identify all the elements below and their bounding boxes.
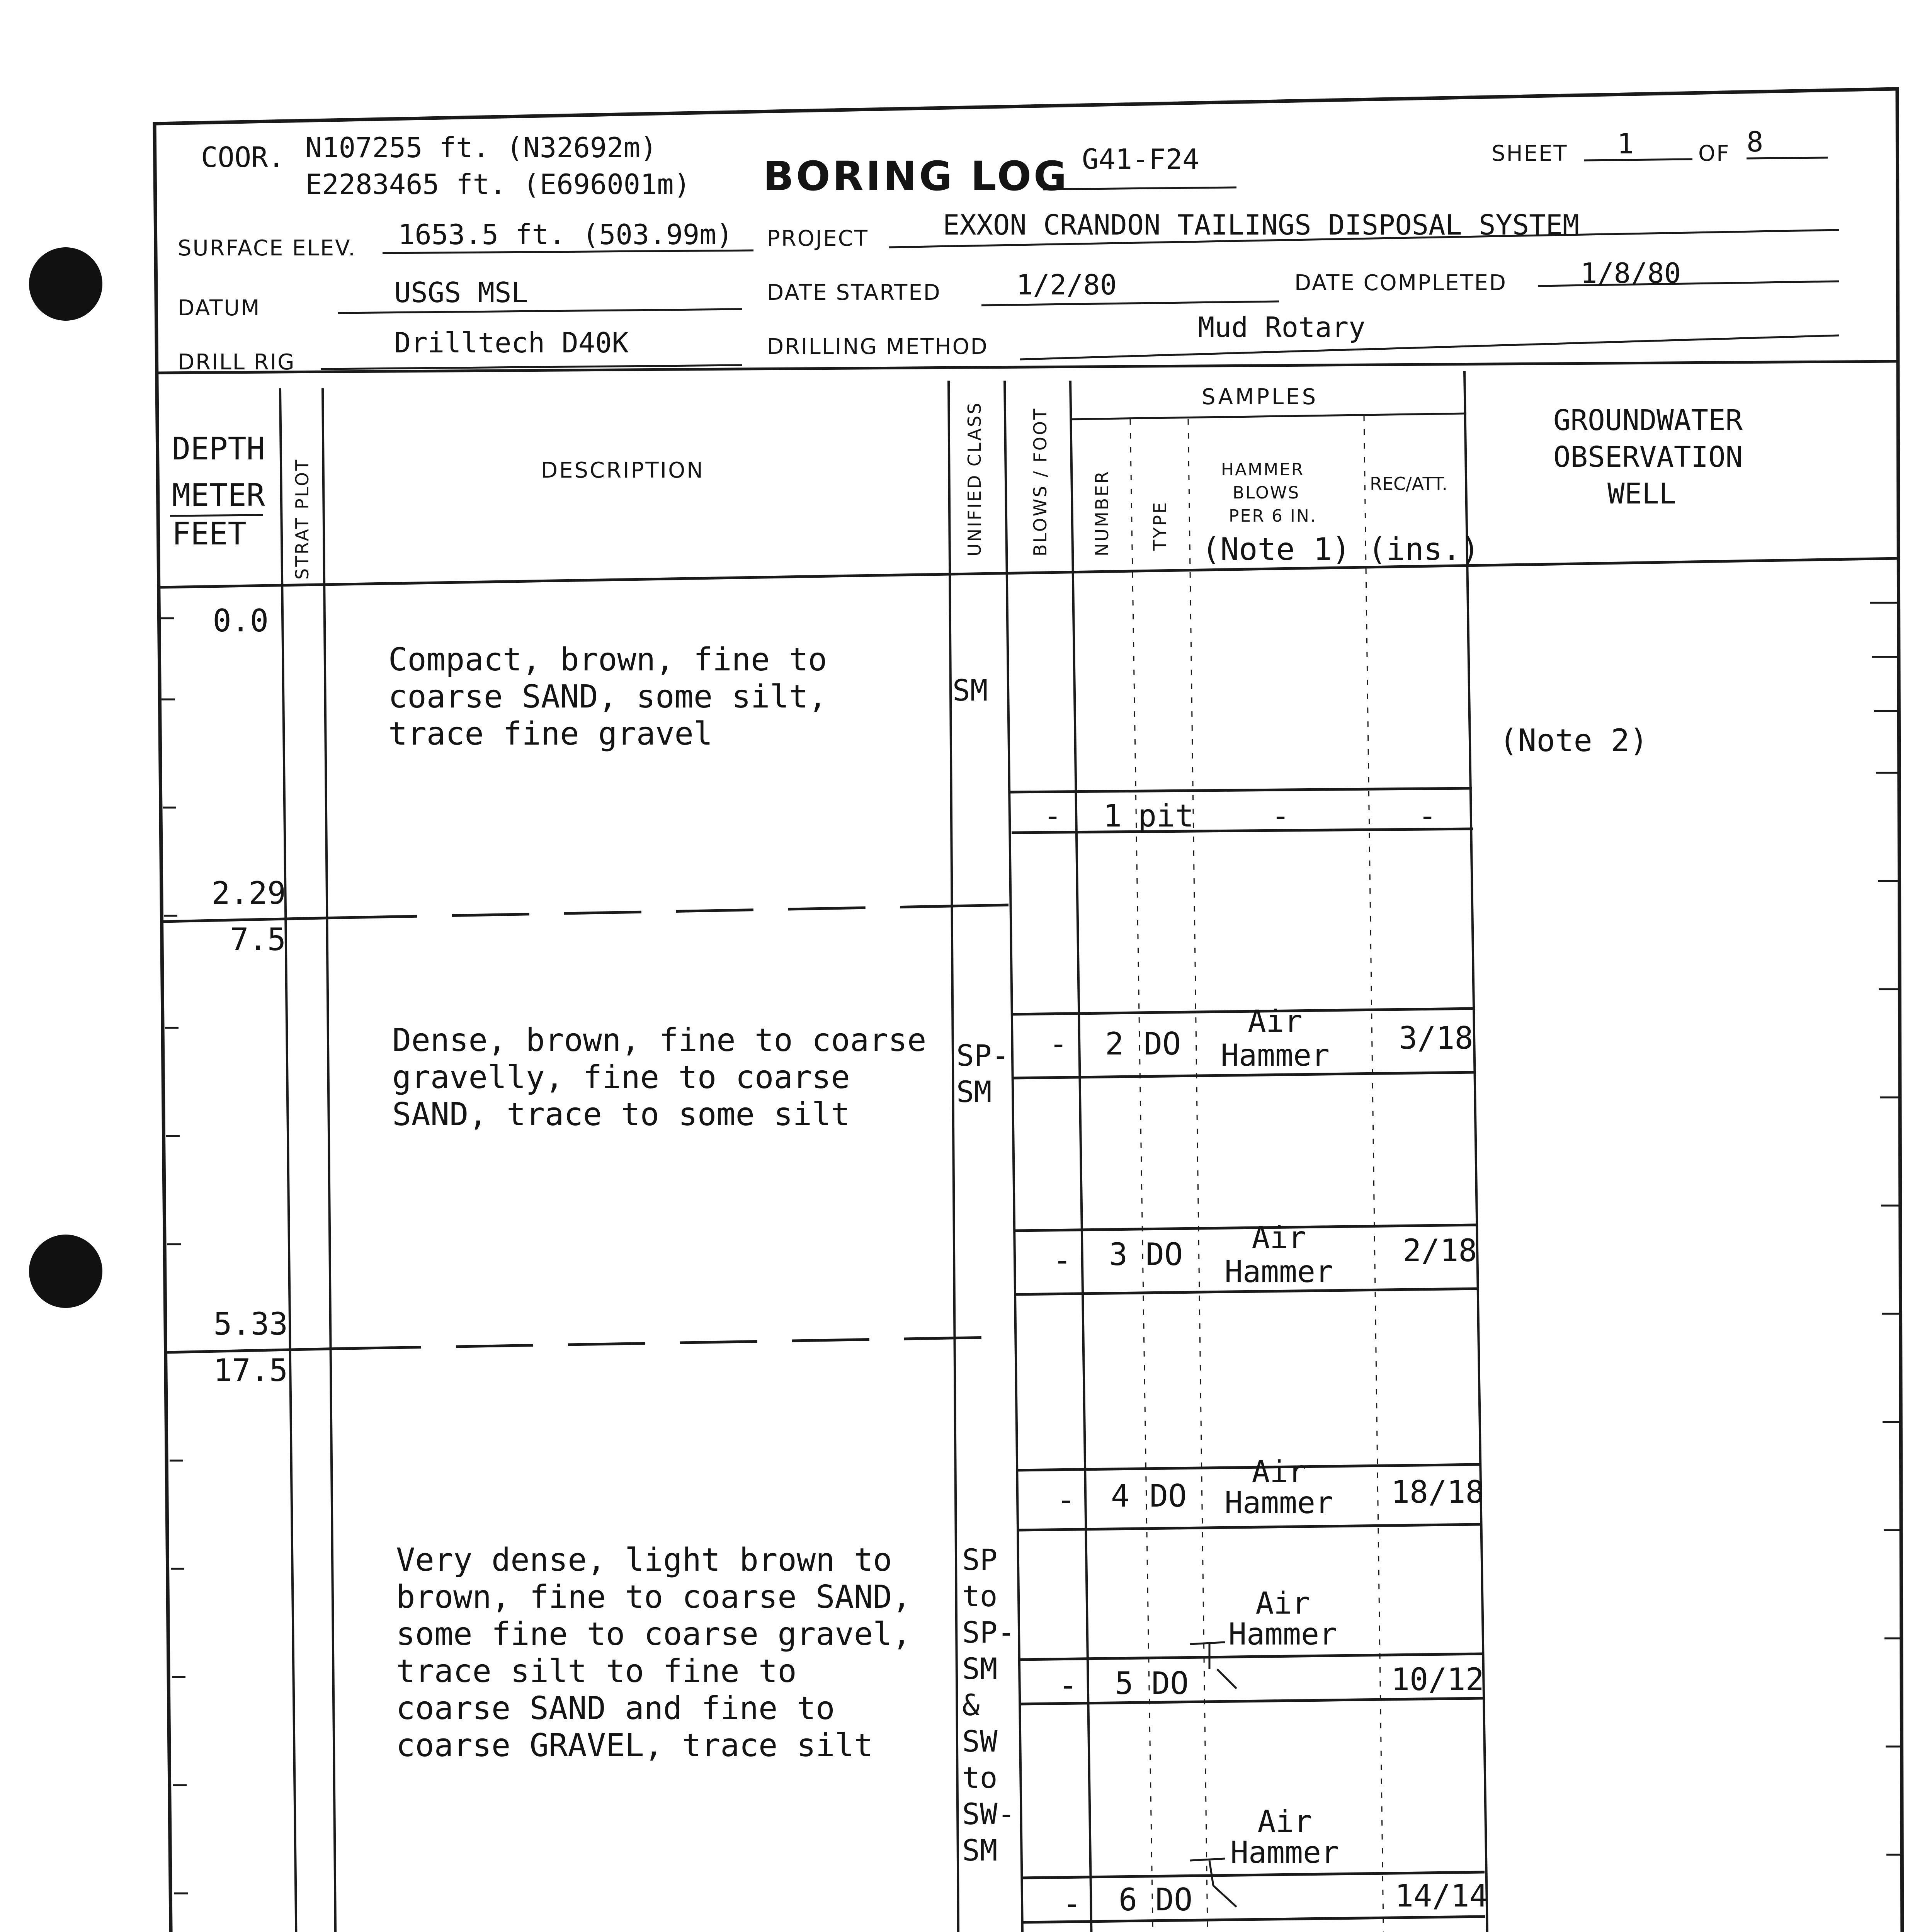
of-label: OF bbox=[1698, 141, 1730, 166]
col-gw-2: OBSERVATION bbox=[1553, 440, 1743, 474]
date-started-label: DATE STARTED bbox=[767, 280, 941, 305]
layer-class: SM bbox=[952, 673, 988, 707]
sample-hammer: Air Hammer bbox=[1221, 1004, 1330, 1073]
coor-east: E2283465 ft. (E696001m) bbox=[305, 168, 690, 201]
sample-rec: 3/18 bbox=[1399, 1020, 1473, 1056]
sample-type: DO bbox=[1155, 1882, 1193, 1918]
datum-value: USGS MSL bbox=[394, 276, 528, 309]
sheet-label: SHEET bbox=[1492, 141, 1568, 166]
layer-description: Very dense, light brown to brown, fine to coarse SAND, some fine to coarse gravel, trace silt to fine to coarse SAND and fine to coarse GRAVEL, trace silt bbox=[396, 1542, 911, 1764]
coor-north: N107255 ft. (N32692m) bbox=[305, 131, 657, 164]
sample-hammer: Air Hammer bbox=[1225, 1455, 1333, 1520]
col-unified-class: UNIFIED CLASS bbox=[964, 401, 985, 556]
sample-number: 5 bbox=[1115, 1665, 1134, 1701]
datum-label: DATUM bbox=[178, 296, 261, 321]
col-description: DESCRIPTION bbox=[541, 458, 705, 483]
col-feet: FEET bbox=[172, 516, 247, 552]
col-hammer-3: PER 6 IN. bbox=[1229, 506, 1317, 526]
col-number: NUMBER bbox=[1092, 469, 1112, 556]
sample-blows: - bbox=[1049, 1026, 1068, 1062]
col-depth: DEPTH bbox=[172, 431, 265, 467]
date-completed-label: DATE COMPLETED bbox=[1294, 270, 1507, 296]
form-title: BORING LOG bbox=[763, 153, 1069, 200]
depth-top: 0.0 bbox=[213, 603, 269, 639]
drill-rig-label: DRILL RIG bbox=[178, 350, 296, 375]
col-hammer-1: HAMMER bbox=[1221, 460, 1304, 480]
col-type: TYPE bbox=[1150, 500, 1170, 551]
groundwater-note: (Note 2) bbox=[1499, 723, 1648, 759]
sample-number: 6 bbox=[1119, 1882, 1138, 1918]
sample-number: 4 bbox=[1111, 1478, 1130, 1514]
project-value: EXXON CRANDON TAILINGS DISPOSAL SYSTEM bbox=[943, 209, 1580, 241]
col-hammer-2: BLOWS bbox=[1233, 483, 1300, 503]
drill-rig-value: Drilltech D40K bbox=[394, 327, 629, 359]
depth-meter-1: 2.29 bbox=[211, 875, 286, 911]
layer-description: Compact, brown, fine to coarse SAND, some silt, trace fine gravel bbox=[388, 641, 827, 752]
sample-rec: 2/18 bbox=[1403, 1233, 1477, 1269]
sample-hammer: Air Hammer bbox=[1230, 1804, 1339, 1870]
sample-blows: - bbox=[1059, 1667, 1078, 1703]
sample-number: 2 bbox=[1105, 1026, 1124, 1062]
depth-meter-2: 5.33 bbox=[213, 1306, 288, 1342]
layer-class: SP- SM bbox=[956, 1038, 1010, 1109]
layer-class: SP to SP- SM & SW to SW- SM bbox=[962, 1543, 1015, 1867]
surface-elev-label: SURFACE ELEV. bbox=[178, 236, 356, 261]
depth-feet-2: 17.5 bbox=[213, 1352, 288, 1388]
date-started-value: 1/2/80 bbox=[1016, 269, 1117, 301]
sample-blows: - bbox=[1053, 1242, 1072, 1278]
sample-hammer: Air Hammer bbox=[1228, 1586, 1337, 1652]
sample-blows: - bbox=[1057, 1482, 1076, 1518]
boring-id: G41-F24 bbox=[1082, 143, 1199, 175]
surface-elev-value: 1653.5 ft. (503.99m) bbox=[398, 218, 733, 251]
sample-hammer: - bbox=[1271, 798, 1290, 834]
coor-label: COOR. bbox=[201, 141, 285, 173]
sample-blows: - bbox=[1063, 1886, 1082, 1922]
sample-blows: - bbox=[1043, 798, 1062, 834]
project-label: PROJECT bbox=[767, 226, 869, 251]
sample-hammer: Air Hammer bbox=[1225, 1221, 1333, 1289]
sample-number: 1 bbox=[1103, 798, 1122, 834]
sample-rec: 10/12 bbox=[1391, 1662, 1484, 1697]
sample-type: DO bbox=[1151, 1665, 1189, 1701]
sample-rec: 14/14 bbox=[1395, 1878, 1488, 1914]
drilling-method-value: Mud Rotary bbox=[1198, 311, 1366, 344]
col-meter: METER bbox=[172, 477, 265, 513]
sample-type: DO bbox=[1150, 1478, 1187, 1514]
col-rec-units: (ins.) bbox=[1368, 531, 1480, 567]
layer-description: Dense, brown, fine to coarse gravelly, fine to coarse SAND, trace to some silt bbox=[392, 1022, 927, 1133]
sheet-number: 1 bbox=[1617, 128, 1634, 160]
depth-feet-1: 7.5 bbox=[230, 922, 286, 957]
col-gw-1: GROUNDWATER bbox=[1553, 404, 1743, 437]
sample-number: 3 bbox=[1109, 1236, 1128, 1272]
drilling-method-label: DRILLING METHOD bbox=[767, 334, 988, 359]
col-samples: SAMPLES bbox=[1202, 384, 1318, 410]
sample-rec: 18/18 bbox=[1391, 1474, 1484, 1510]
sheet-total: 8 bbox=[1747, 126, 1764, 158]
sample-type: pit bbox=[1138, 798, 1194, 834]
col-strat-plot: STRAT PLOT bbox=[292, 458, 313, 580]
sample-type: DO bbox=[1146, 1236, 1183, 1272]
col-blows-foot: BLOWS / FOOT bbox=[1030, 407, 1051, 556]
sample-rec: - bbox=[1418, 798, 1437, 834]
col-gw-3: WELL bbox=[1607, 477, 1677, 510]
col-rec-att: REC/ATT. bbox=[1370, 473, 1448, 494]
col-hammer-note: (Note 1) bbox=[1202, 531, 1351, 567]
sample-type: DO bbox=[1144, 1026, 1181, 1062]
date-completed-value: 1/8/80 bbox=[1580, 257, 1681, 289]
